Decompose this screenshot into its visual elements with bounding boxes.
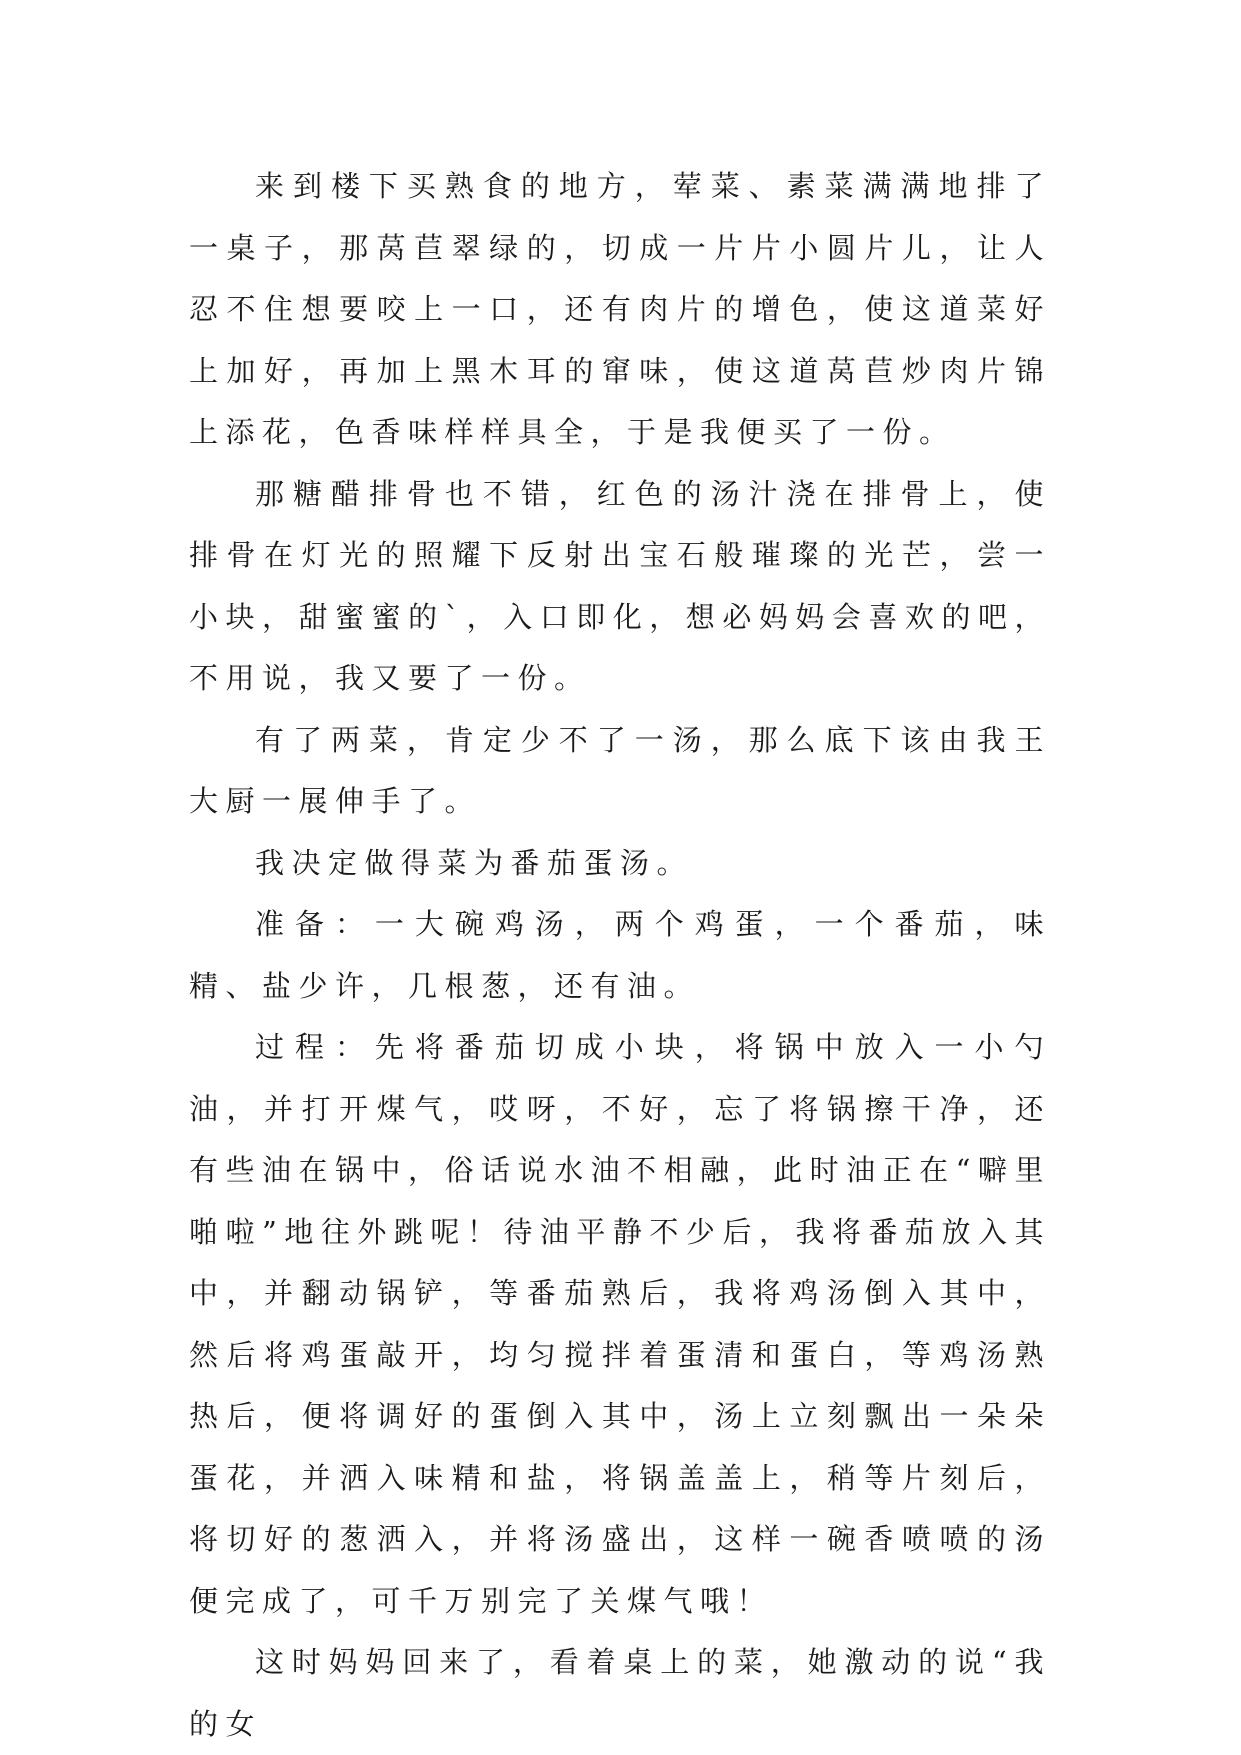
document-body <box>189 156 1051 1755</box>
paragraph-soup-decision: 我决定做得菜为番茄蛋汤。 <box>255 845 694 880</box>
paragraph-two-dishes-one-soup: 有了两菜，肯定少不了一汤，那么底下该由我王大厨一展伸手了。 <box>189 722 1051 818</box>
paragraph-preparation: 准备：一大碗鸡汤，两个鸡蛋，一个番茄，味精、盐少许，几根葱，还有油。 <box>189 907 1051 1003</box>
paragraph-mom-returns: 这时妈妈回来了，看着桌上的菜，她激动的说“我的女 <box>189 1645 1051 1741</box>
paragraph-process: 过程：先将番茄切成小块，将锅中放入一小勺油，并打开煤气，哎呀，不好，忘了将锅擦干净，还有些油在锅中，俗话说水油不相融，此时油正在“噼里啪啦”地往外跳呢！待油平静不少后，我将番茄放入其中，并翻动锅铲，等番茄熟后，我将鸡汤倒入其中，然后将鸡蛋敲开，均匀搅拌着蛋清和蛋白，等鸡汤熟热后，便将调好的蛋倒入其中，汤上立刻飘出一朵朵蛋花，并洒入味精和盐，将锅盖盖上，稍等片刻后，将切好的葱洒入，并将汤盛出，这样一碗香喷喷的汤便完成了，可千万别完了关煤气哦！ <box>189 1030 1051 1618</box>
paragraph-sweet-sour-ribs: 那糖醋排骨也不错，红色的汤汁浇在排骨上，使排骨在灯光的照耀下反射出宝石般璀璨的光芒，尝一小块，甜蜜蜜的`，入口即化，想必妈妈会喜欢的吧，不用说，我又要了一份。 <box>189 476 1051 695</box>
paragraph-buying-dishes: 来到楼下买熟食的地方，荤菜、素菜满满地排了一桌子，那莴苣翠绿的，切成一片片小圆片儿，让人忍不住想要咬上一口，还有肉片的增色，使这道菜好上加好，再加上黑木耳的窜味，使这道莴苣炒肉片锦上添花，色香味样样具全，于是我便买了一份。 <box>189 169 1051 449</box>
